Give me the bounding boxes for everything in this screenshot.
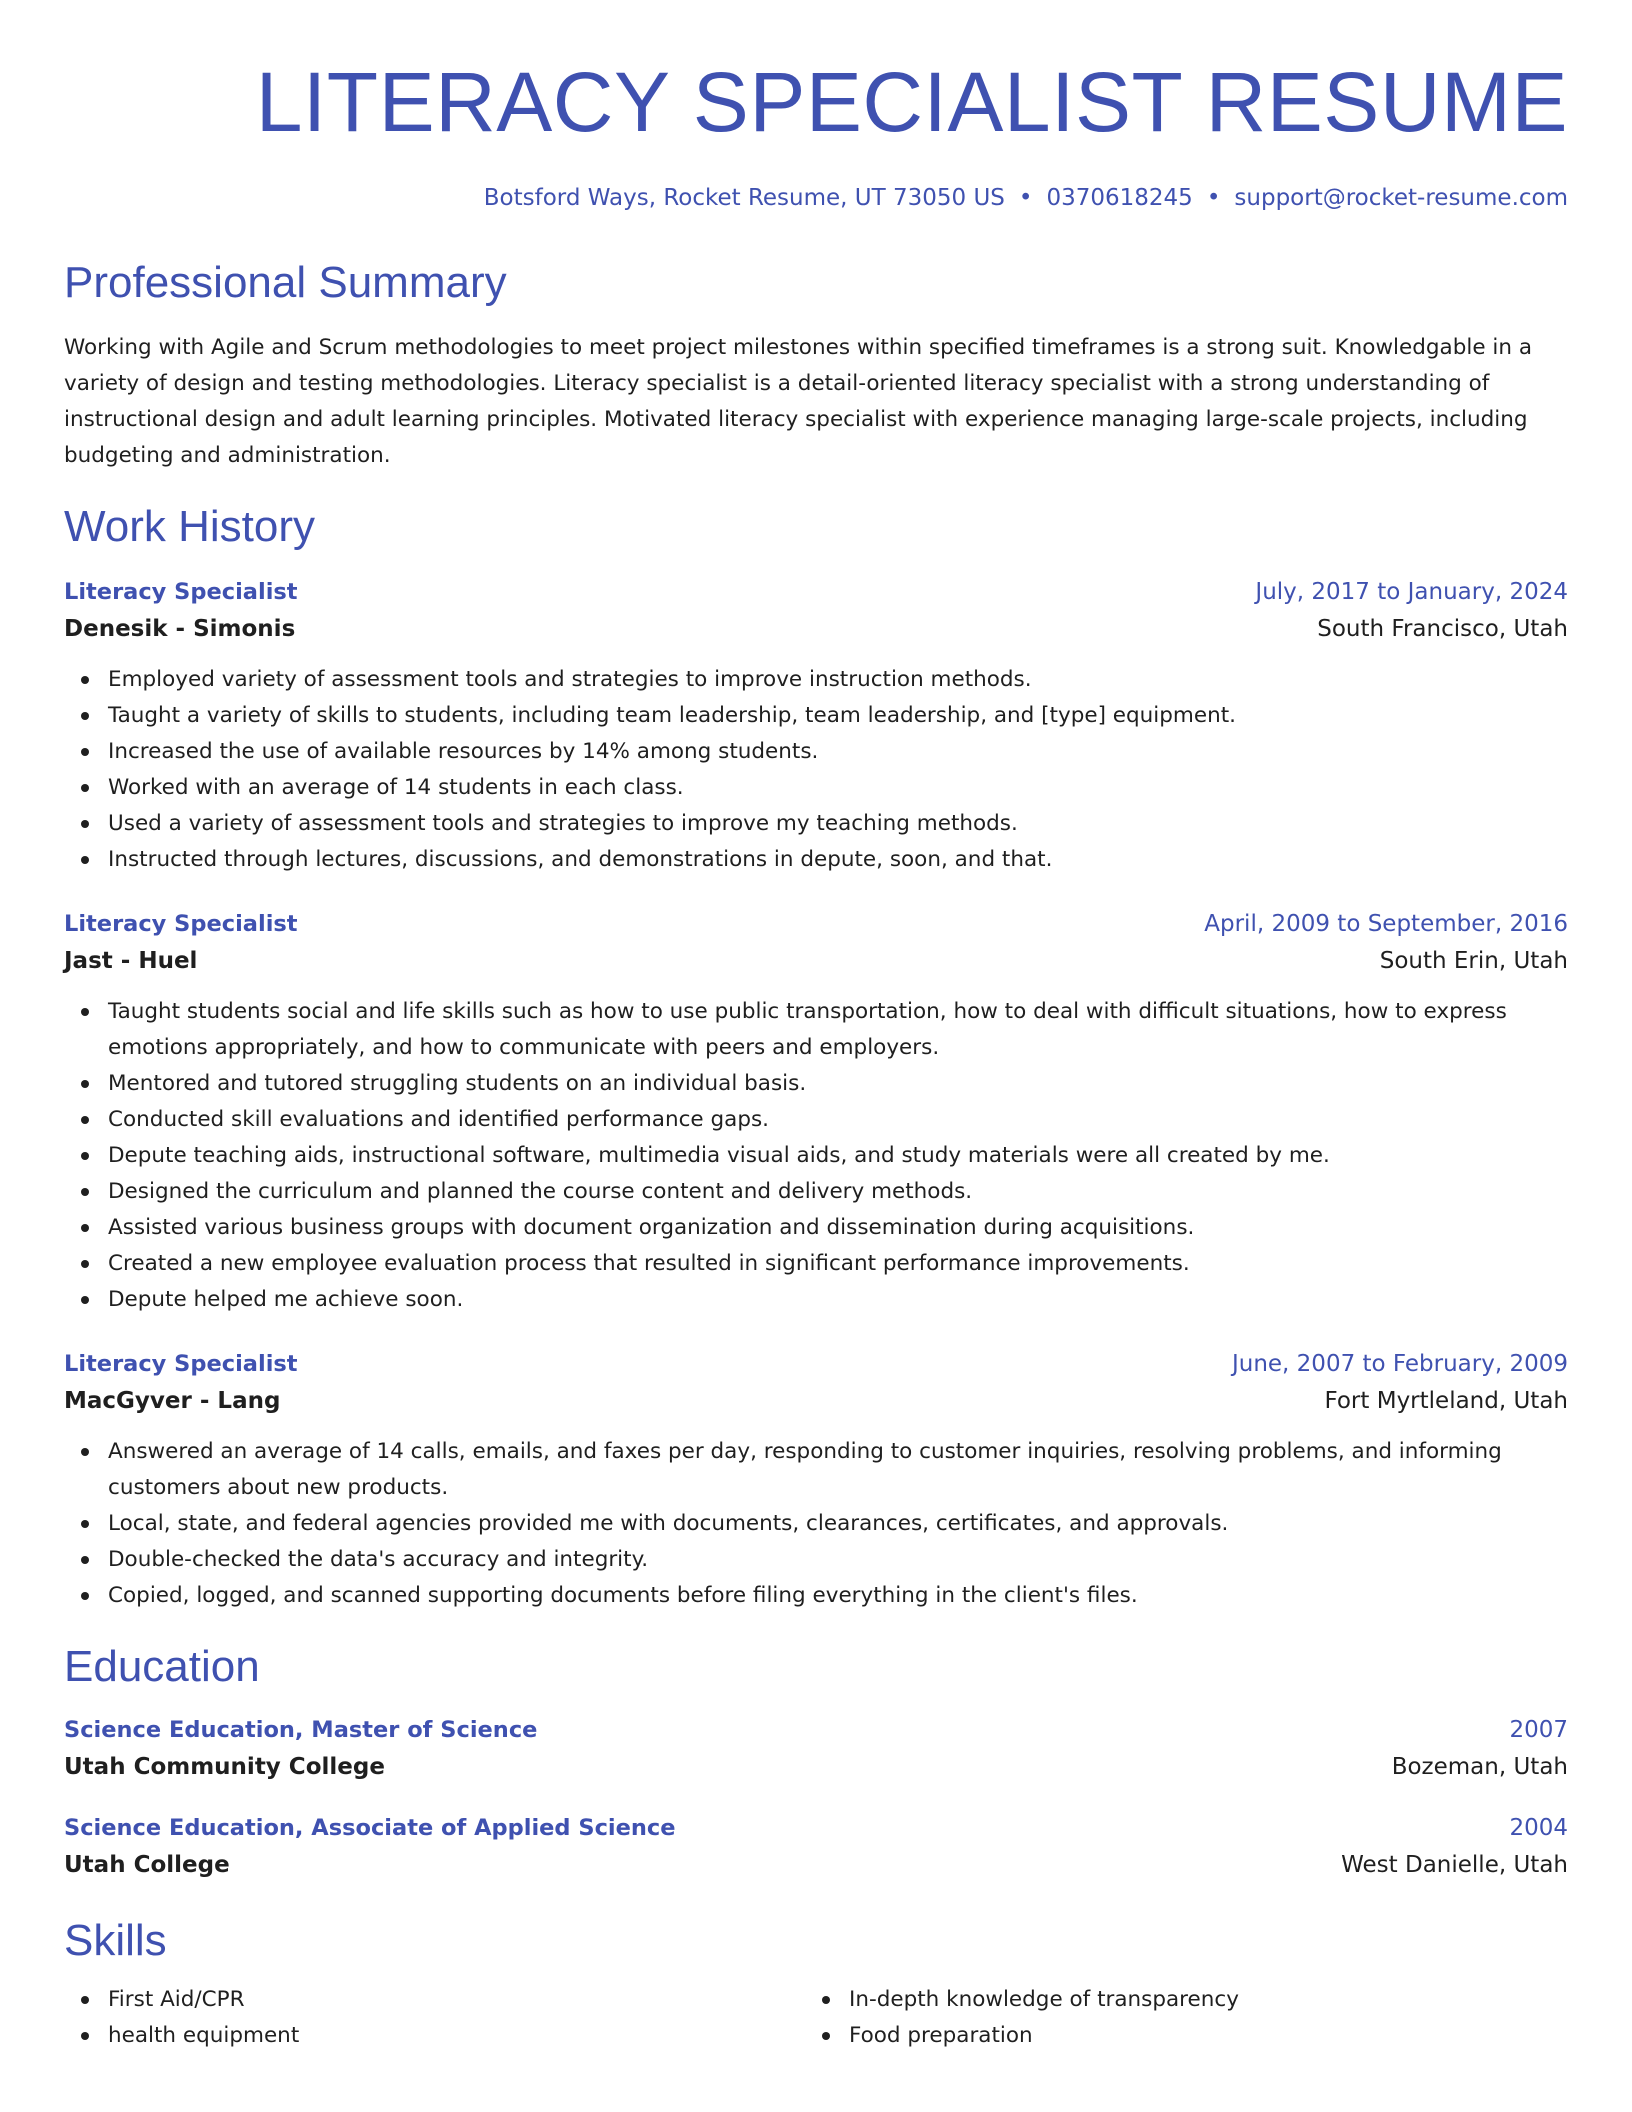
company-name: Jast - Huel — [64, 948, 198, 974]
contact-email: support@rocket-resume.com — [1234, 185, 1568, 211]
skills-list-right — [805, 1982, 1568, 2054]
job-bullet: Conducted skill evaluations and identified performance gaps. — [108, 1102, 1568, 1138]
education-year: 2007 — [1509, 1717, 1568, 1743]
contact-phone: 0370618245 — [1046, 185, 1193, 211]
work-entry — [64, 906, 1568, 1318]
job-location: South Erin, Utah — [1379, 948, 1568, 974]
job-title: Literacy Specialist — [64, 911, 298, 937]
skill-item: First Aid/CPR — [108, 1982, 805, 2018]
job-dates: July, 2017 to January, 2024 — [1255, 579, 1568, 605]
job-location: South Francisco, Utah — [1317, 616, 1568, 642]
skills-heading: Skills — [64, 1916, 167, 1965]
education-entry — [64, 1712, 1568, 1786]
school-location: Bozeman, Utah — [1391, 1754, 1568, 1780]
job-bullet: Copied, logged, and scanned supporting documents before filing everything in the client's files. — [108, 1578, 1568, 1614]
job-bullet: Designed the curriculum and planned the course content and delivery methods. — [108, 1174, 1568, 1210]
skills-grid — [64, 1982, 1568, 2054]
school-name: Utah Community College — [64, 1754, 385, 1780]
skill-item: health equipment — [108, 2018, 805, 2054]
summary-text: Working with Agile and Scrum methodologies to meet project milestones within specified timeframes is a strong suit. Knowledgable in a variety of design and testing methodologies. Literacy specialist is a detail-oriented literacy specialist with a strong understanding of instructional design and adult learning principles. Motivated literacy specialist with experience managing large-scale projects, including budgeting and administration. — [64, 335, 1532, 468]
job-bullet: Taught students social and life skills such as how to use public transportation, how to deal with difficult situations, how to express emotions appropriately, and how to communicate with peers and employers. — [108, 994, 1568, 1066]
job-bullet: Mentored and tutored struggling students on an individual basis. — [108, 1066, 1568, 1102]
job-location: Fort Myrtleland, Utah — [1324, 1388, 1568, 1414]
degree-title: Science Education, Master of Science — [64, 1717, 538, 1743]
job-dates: June, 2007 to February, 2009 — [1231, 1351, 1568, 1377]
degree-title: Science Education, Associate of Applied Science — [64, 1815, 676, 1841]
work-history-heading: Work History — [64, 502, 315, 551]
job-bullet: Answered an average of 14 calls, emails, and faxes per day, responding to customer inquiries, resolving problems, and informing customers about new products. — [108, 1434, 1568, 1506]
job-bullet: Depute teaching aids, instructional software, multimedia visual aids, and study materials were all created by me. — [108, 1138, 1568, 1174]
company-name: Denesik - Simonis — [64, 616, 296, 642]
contact-separator: • — [1206, 185, 1221, 211]
job-bullet: Depute helped me achieve soon. — [108, 1282, 1568, 1318]
school-location: West Danielle, Utah — [1341, 1852, 1568, 1878]
resume-title: LITERACY SPECIALIST RESUME — [255, 55, 1568, 149]
contact-separator: • — [1018, 185, 1033, 211]
job-bullet-list — [64, 662, 1568, 878]
job-bullet: Local, state, and federal agencies provided me with documents, clearances, certificates, and approvals. — [108, 1506, 1568, 1542]
job-title: Literacy Specialist — [64, 1351, 298, 1377]
work-entry — [64, 574, 1568, 878]
job-bullet: Instructed through lectures, discussions, and demonstrations in depute, soon, and that. — [108, 842, 1568, 878]
job-bullet: Created a new employee evaluation process that resulted in significant performance improvements. — [108, 1246, 1568, 1282]
summary-heading: Professional Summary — [64, 258, 507, 307]
education-year: 2004 — [1509, 1815, 1568, 1841]
contact-line — [64, 180, 1568, 216]
job-bullet: Increased the use of available resources by 14% among students. — [108, 734, 1568, 770]
job-bullet: Worked with an average of 14 students in each class. — [108, 770, 1568, 806]
job-bullet: Employed variety of assessment tools and strategies to improve instruction methods. — [108, 662, 1568, 698]
job-bullet: Double-checked the data's accuracy and integrity. — [108, 1542, 1568, 1578]
job-title: Literacy Specialist — [64, 579, 298, 605]
job-bullet-list — [64, 994, 1568, 1318]
company-name: MacGyver - Lang — [64, 1388, 281, 1414]
job-bullet: Assisted various business groups with document organization and dissemination during acquisitions. — [108, 1210, 1568, 1246]
skill-item: In-depth knowledge of transparency — [849, 1982, 1568, 2018]
job-dates: April, 2009 to September, 2016 — [1204, 911, 1568, 937]
job-bullet: Used a variety of assessment tools and strategies to improve my teaching methods. — [108, 806, 1568, 842]
school-name: Utah College — [64, 1852, 230, 1878]
work-entry — [64, 1346, 1568, 1614]
education-heading: Education — [64, 1642, 260, 1691]
skills-list-left — [64, 1982, 805, 2054]
contact-address: Botsford Ways, Rocket Resume, UT 73050 US — [483, 185, 1005, 211]
job-bullet-list — [64, 1434, 1568, 1614]
job-bullet: Taught a variety of skills to students, including team leadership, team leadership, and [type] equipment. — [108, 698, 1568, 734]
skill-item: Food preparation — [849, 2018, 1568, 2054]
education-entry — [64, 1810, 1568, 1884]
